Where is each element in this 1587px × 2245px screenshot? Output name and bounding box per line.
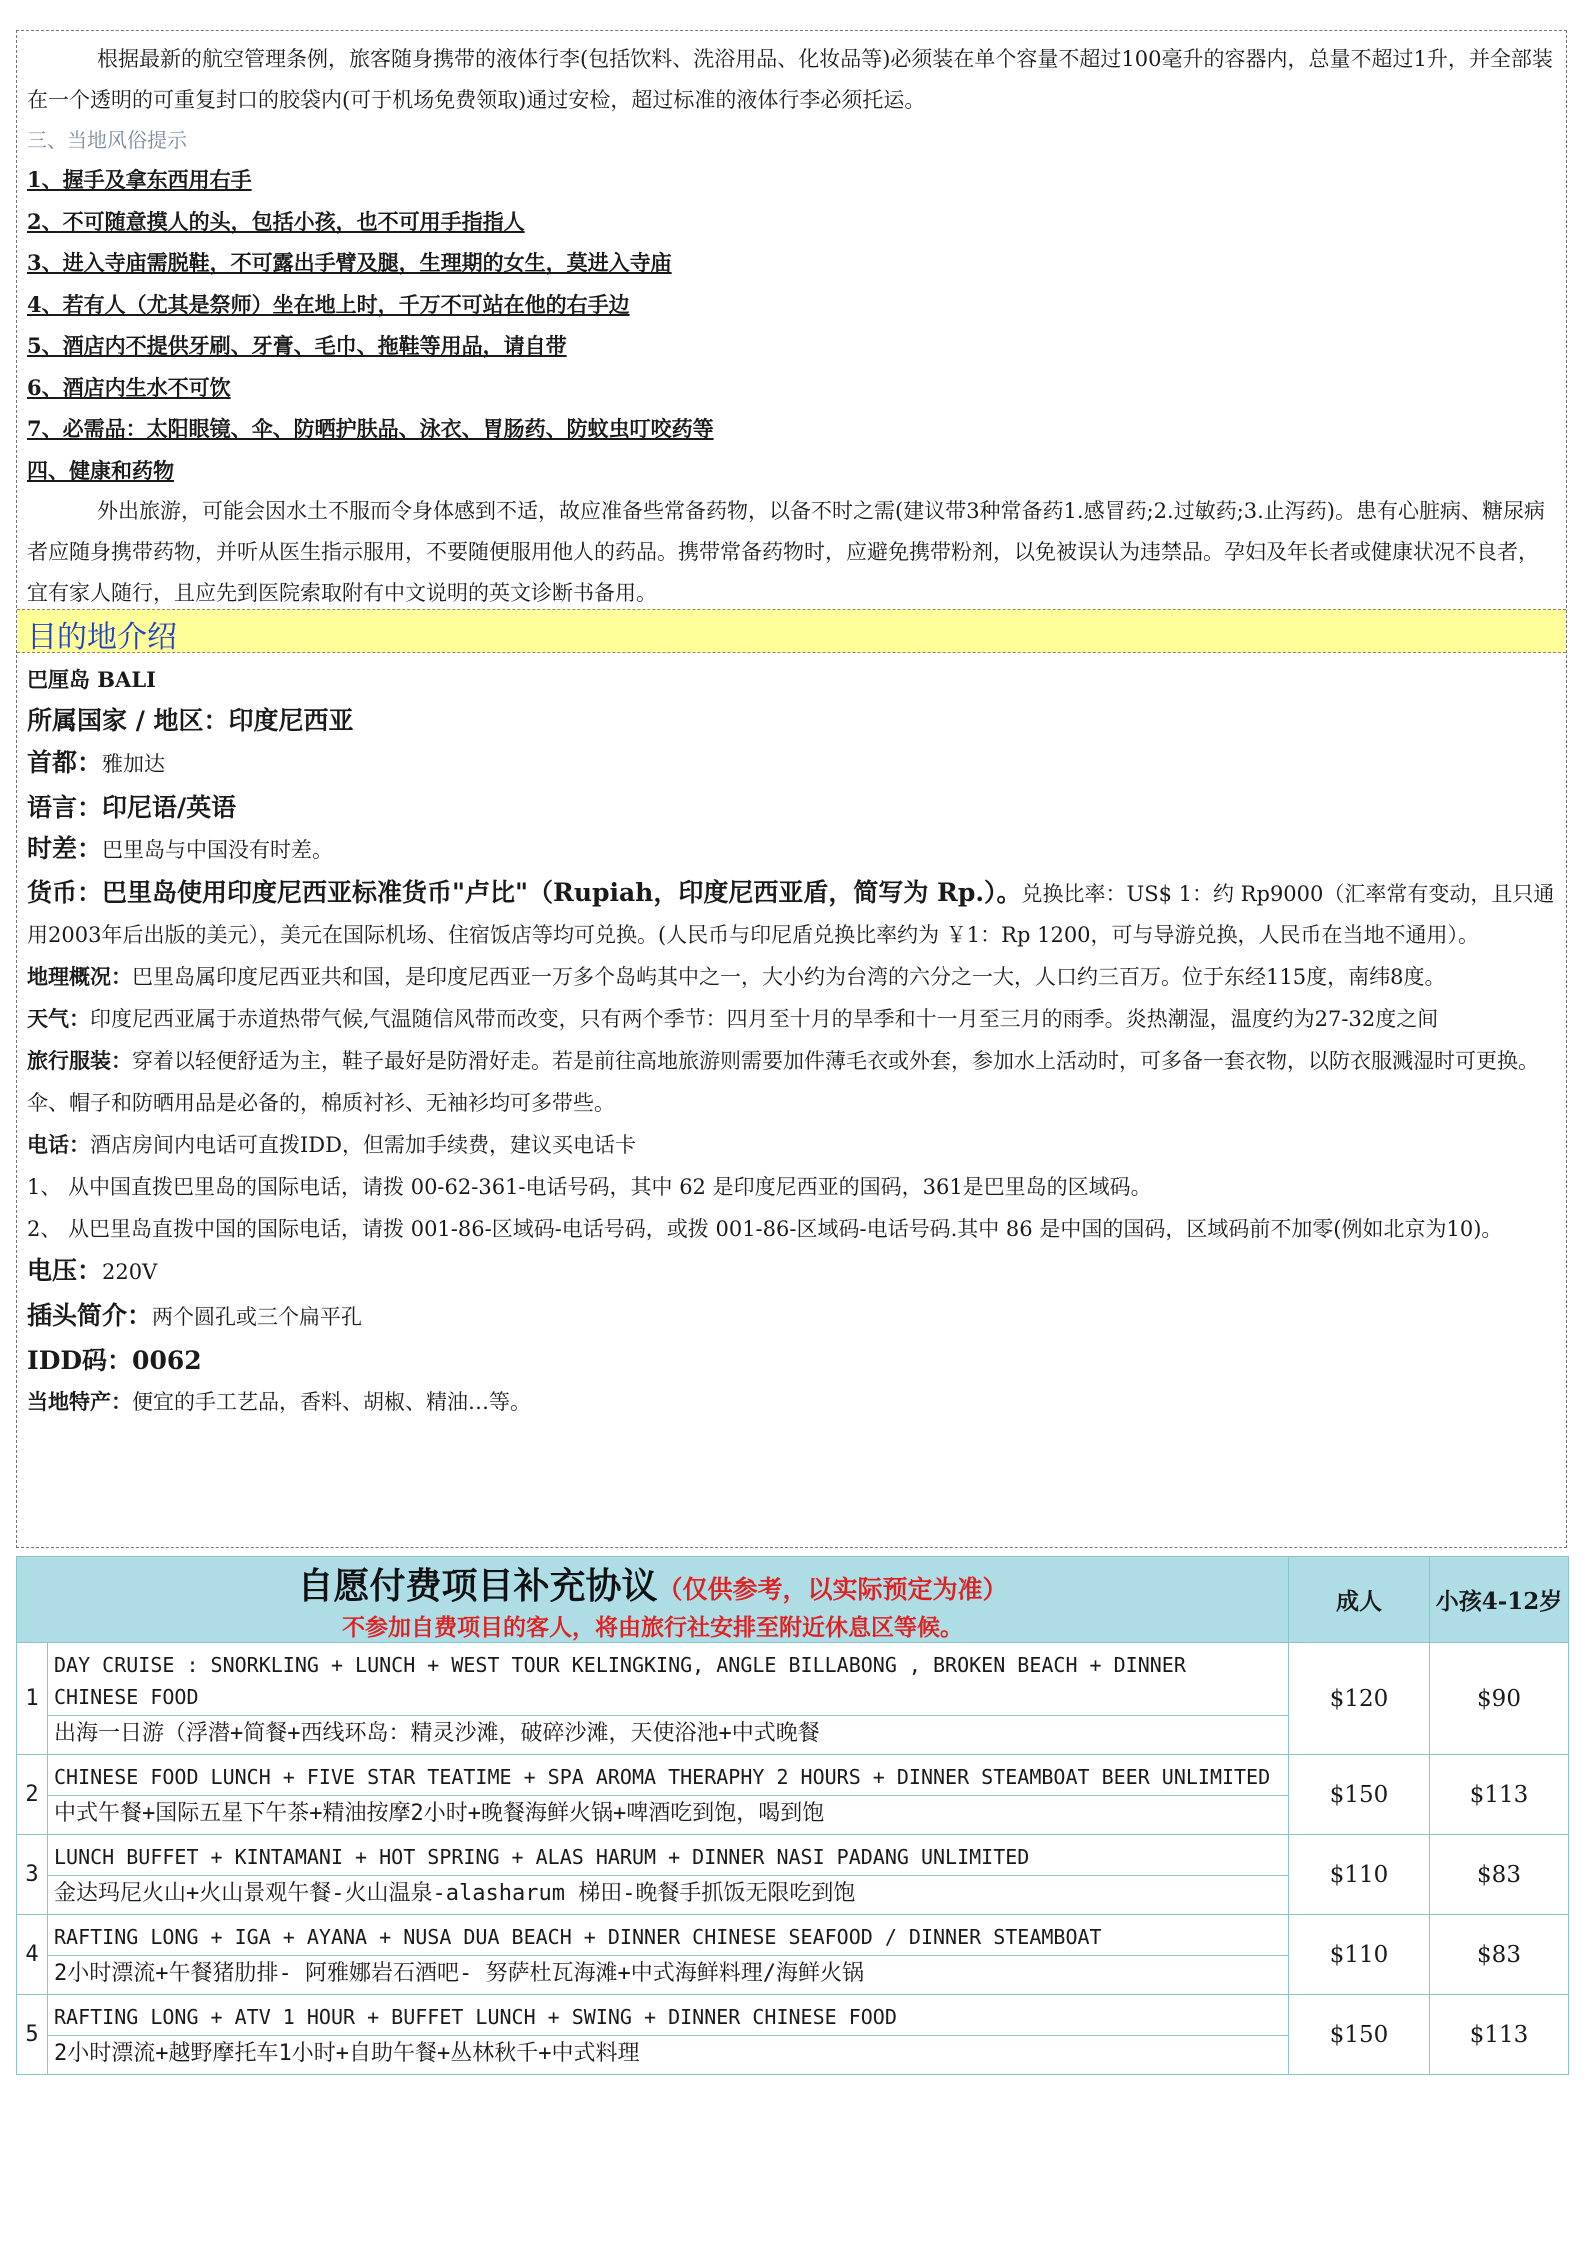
weather-value: 印度尼西亚属于赤道热带气候,气温随信风带而改变，只有两个季节：四月至十月的旱季和十一月至三月的雨季。炎热潮湿，温度约为27-32度之间 [90, 1007, 1439, 1031]
adult-price: $120 [1289, 1643, 1430, 1755]
capital-label: 首都： [27, 748, 103, 777]
specialty-value: 便宜的手工艺品，香料、胡椒、精油…等。 [132, 1390, 531, 1414]
phone-instruction-2: 2、 从巴里岛直拨中国的国际电话，请拨 001-86-区域码-电话号码，或拨 001-86-区域码-电话号码.其中 86 是中国的国码，区域码前不加零(例如北京为10)。 [27, 1217, 1503, 1241]
liquid-rule-paragraph: 根据最新的航空管理条例，旅客随身携带的液体行李(包括饮料、洗浴用品、化妆品等)必须装在单个容量不超过100毫升的容器内，总量不超过1升，并全部装在一个透明的可重复封口的胶袋内(可于机场免费领取)通过安检，超过标准的液体行李必须托运。 [27, 47, 1553, 112]
country-line: 所属国家 / 地区：印度尼西亚 [27, 706, 354, 735]
fee-table-note: （仅供参考，以实际预定为准） [657, 1574, 1008, 1604]
fee-table-title-cell [17, 1557, 1289, 1643]
col-header-adult: 成人 [1289, 1557, 1430, 1643]
item-english: LUNCH BUFFET + KINTAMANI + HOT SPRING + ALAS HARUM + DINNER NASI PADANG UNLIMITED [48, 1835, 1289, 1876]
geo-value: 巴里岛属印度尼西亚共和国，是印度尼西亚一万多个岛屿其中之一，大小约为台湾的六分之一大，人口约三百万。位于东经115度，南纬8度。 [132, 965, 1446, 989]
item-english: RAFTING LONG + ATV 1 HOUR + BUFFET LUNCH + SWING + DINNER CHINESE FOOD [48, 1995, 1289, 2036]
child-price: $83 [1430, 1915, 1569, 1995]
geo-label: 地理概况： [27, 964, 132, 989]
clothing-label: 旅行服装： [27, 1048, 132, 1073]
fee-table-subtitle: 不参加自费项目的客人，将由旅行社安排至附近休息区等候。 [342, 1613, 963, 1641]
destination-content [27, 659, 1557, 1424]
weather-label: 天气： [27, 1006, 90, 1031]
table-row [17, 1643, 1569, 1716]
item-chinese: 中式午餐+国际五星下午茶+精油按摩2小时+晚餐海鲜火锅+啤酒吃到饱，喝到饱 [48, 1796, 1289, 1835]
clothing-value: 穿着以轻便舒适为主，鞋子最好是防滑好走。若是前往高地旅游则需要加件薄毛衣或外套，参加水上活动时，可多备一套衣物，以防衣服溅湿时可更换。伞、帽子和防晒用品是必备的，棉质衬衫、无袖衫均可多带些。 [27, 1049, 1539, 1115]
child-price: $113 [1430, 1995, 1569, 2075]
destination-heading: 目的地介绍 [27, 620, 177, 655]
health-heading: 四、健康和药物 [27, 457, 174, 483]
child-price: $113 [1430, 1755, 1569, 1835]
custom-item: 7、必需品：太阳眼镜、伞、防晒护肤品、泳衣、胃肠药、防蚊虫叮咬药等 [27, 416, 714, 441]
item-chinese: 2小时漂流+午餐猪肋排- 阿雅娜岩石酒吧- 努萨杜瓦海滩+中式海鲜料理/海鲜火锅 [48, 1956, 1289, 1995]
col-header-child: 小孩4-12岁 [1430, 1557, 1569, 1643]
table-row [17, 1755, 1569, 1796]
optional-fee-table [16, 1556, 1569, 2075]
row-number: 2 [17, 1755, 48, 1835]
timezone-label: 时差： [27, 834, 103, 863]
child-price: $90 [1430, 1643, 1569, 1755]
phone-value: 酒店房间内电话可直拨IDD，但需加手续费，建议买电话卡 [90, 1133, 636, 1157]
idd-line: IDD码：0062 [27, 1346, 202, 1375]
specialty-label: 当地特产： [27, 1389, 132, 1414]
item-chinese: 2小时漂流+越野摩托车1小时+自助午餐+丛林秋千+中式料理 [48, 2036, 1289, 2075]
fee-table-title: 自愿付费项目补充协议 [297, 1564, 658, 1607]
customs-heading: 三、当地风俗提示 [27, 128, 187, 152]
row-number: 3 [17, 1835, 48, 1915]
item-english: DAY CRUISE : SNORKLING + LUNCH + WEST TOUR KELINGKING, ANGLE BILLABONG , BROKEN BEACH + DINNER CHINESE FOOD [48, 1643, 1289, 1716]
info-box [16, 30, 1567, 1548]
custom-item: 5、酒店内不提供牙刷、牙膏、毛巾、拖鞋等用品，请自带 [27, 333, 567, 358]
destination-heading-bar [17, 609, 1566, 653]
phone-instruction-1: 1、 从中国直拨巴里岛的国际电话，请拨 00-62-361-电话号码，其中 62 是印度尼西亚的国码，361是巴里岛的区域码。 [27, 1175, 1152, 1199]
fee-table-header [17, 1557, 1569, 1643]
adult-price: $150 [1289, 1755, 1430, 1835]
voltage-value: 220V [102, 1260, 158, 1284]
voltage-label: 电压： [27, 1256, 103, 1285]
capital-value: 雅加达 [102, 752, 166, 776]
custom-item: 6、酒店内生水不可饮 [27, 374, 231, 400]
adult-price: $150 [1289, 1995, 1430, 2075]
row-number: 5 [17, 1995, 48, 2075]
custom-item: 4、若有人（尤其是祭师）坐在地上时，千万不可站在他的右手边 [27, 291, 630, 317]
info-content [27, 39, 1557, 614]
currency-label: 货币：巴里岛使用印度尼西亚标准货币"卢比"（Rupiah，印度尼西亚盾，简写为 Rp.）。 [27, 878, 1022, 907]
language-line: 语言：印尼语/英语 [27, 793, 237, 822]
destination-name: 巴厘岛 BALI [27, 667, 156, 692]
item-english: CHINESE FOOD LUNCH + FIVE STAR TEATIME + SPA AROMA THERAPHY 2 HOURS + DINNER STEAMBOAT BEER UNLIMITED [48, 1755, 1289, 1796]
plug-value: 两个圆孔或三个扁平孔 [152, 1305, 363, 1329]
adult-price: $110 [1289, 1835, 1430, 1915]
adult-price: $110 [1289, 1915, 1430, 1995]
phone-label: 电话： [27, 1132, 90, 1157]
row-number: 4 [17, 1915, 48, 1995]
table-row [17, 1995, 1569, 2036]
child-price: $83 [1430, 1835, 1569, 1915]
timezone-value: 巴里岛与中国没有时差。 [102, 838, 334, 862]
custom-item: 1、握手及拿东西用右手 [27, 167, 252, 192]
table-row [17, 1915, 1569, 1956]
item-chinese: 出海一日游（浮潜+简餐+西线环岛：精灵沙滩，破碎沙滩，天使浴池+中式晚餐 [48, 1716, 1289, 1755]
custom-item: 2、不可随意摸人的头，包括小孩，也不可用手指指人 [27, 208, 525, 234]
table-row [17, 1835, 1569, 1876]
item-chinese: 金达玛尼火山+火山景观午餐-火山温泉-alasharum 梯田-晚餐手抓饭无限吃到饱 [48, 1876, 1289, 1915]
plug-label: 插头简介： [27, 1301, 153, 1330]
currency-value: 兑换比率：US$ 1：约 Rp9000（汇率常有变动，且只通用2003年后出版的美元），美元在国际机场、住宿饭店等均可兑换。(人民币与印尼盾兑换比率约为 ￥1：Rp 1200，可与导游兑换，人民币在当地不通用）。 [27, 882, 1555, 947]
custom-item: 3、进入寺庙需脱鞋，不可露出手臂及腿，生理期的女生，莫进入寺庙 [27, 250, 672, 275]
row-number: 1 [17, 1643, 48, 1755]
item-english: RAFTING LONG + IGA + AYANA + NUSA DUA BEACH + DINNER CHINESE SEAFOOD / DINNER STEAMBOAT [48, 1915, 1289, 1956]
health-paragraph: 外出旅游，可能会因水土不服而令身体感到不适，故应准备些常备药物，以备不时之需(建议带3种常备药1.感冒药;2.过敏药;3.止泻药)。患有心脏病、糖尿病者应随身携带药物，并听从医生指示服用，不要随便服用他人的药品。携带常备药物时，应避免携带粉剂，以免被误认为违禁品。孕妇及年长者或健康状况不良者，宜有家人随行，且应先到医院索取附有中文说明的英文诊断书备用。 [27, 499, 1545, 605]
